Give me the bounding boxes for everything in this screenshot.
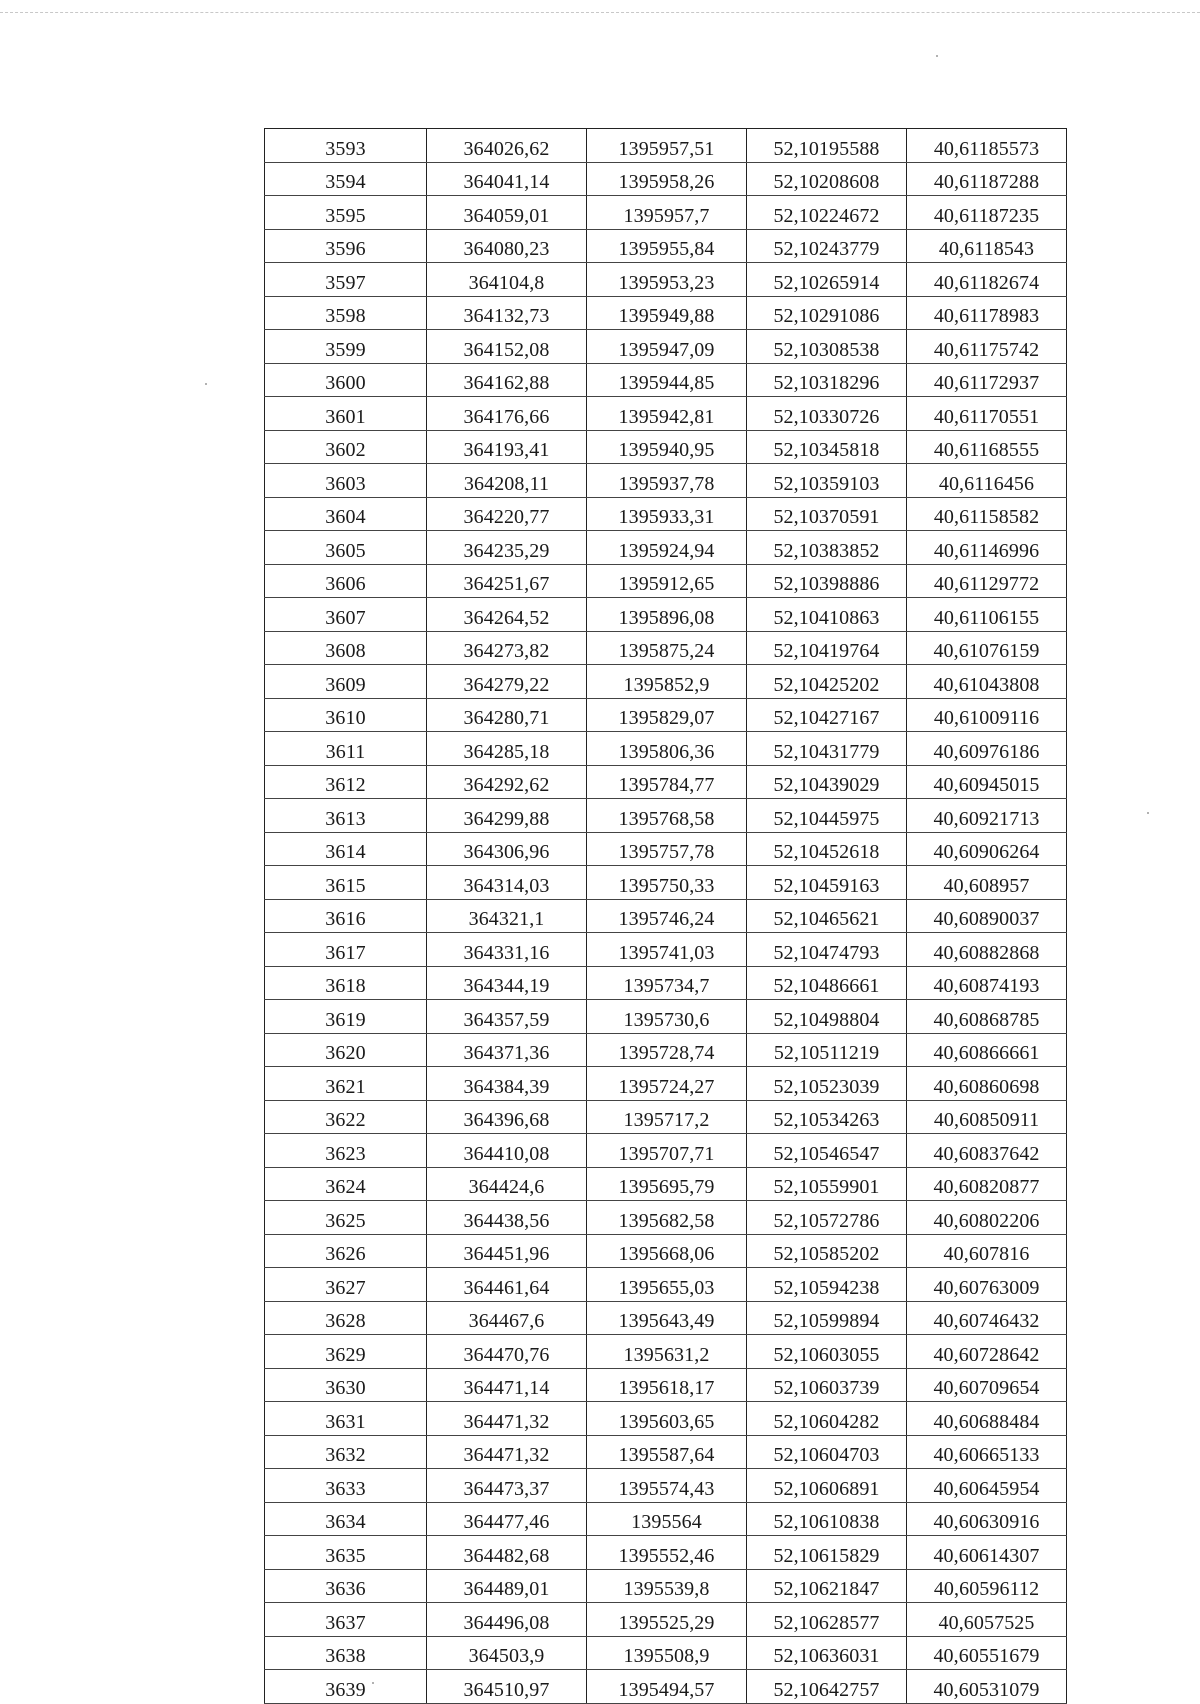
latitude-cell: 52,10599894	[747, 1301, 907, 1335]
x-coordinate-cell: 364410,08	[427, 1134, 587, 1168]
x-coordinate-cell: 364496,08	[427, 1603, 587, 1637]
y-coordinate-cell: 1395728,74	[587, 1033, 747, 1067]
x-coordinate-cell: 364396,68	[427, 1100, 587, 1134]
point-number-cell: 3617	[265, 933, 427, 967]
y-coordinate-cell: 1395655,03	[587, 1268, 747, 1302]
latitude-cell: 52,10559901	[747, 1167, 907, 1201]
y-coordinate-cell: 1395508,9	[587, 1636, 747, 1670]
point-number-cell: 3610	[265, 698, 427, 732]
x-coordinate-cell: 364152,08	[427, 330, 587, 364]
x-coordinate-cell: 364467,6	[427, 1301, 587, 1335]
table-row	[265, 1067, 1067, 1101]
point-number-cell: 3622	[265, 1100, 427, 1134]
point-number-cell: 3599	[265, 330, 427, 364]
table-row	[265, 263, 1067, 297]
longitude-cell: 40,60728642	[907, 1335, 1067, 1369]
y-coordinate-cell: 1395574,43	[587, 1469, 747, 1503]
point-number-cell: 3611	[265, 732, 427, 766]
point-number-cell: 3632	[265, 1435, 427, 1469]
point-number-cell: 3612	[265, 765, 427, 799]
x-coordinate-cell: 364384,39	[427, 1067, 587, 1101]
point-number-cell: 3637	[265, 1603, 427, 1637]
longitude-cell: 40,61187235	[907, 196, 1067, 230]
point-number-cell: 3631	[265, 1402, 427, 1436]
point-number-cell: 3595	[265, 196, 427, 230]
latitude-cell: 52,10511219	[747, 1033, 907, 1067]
point-number-cell: 3604	[265, 497, 427, 531]
longitude-cell: 40,61170551	[907, 397, 1067, 431]
longitude-cell: 40,60688484	[907, 1402, 1067, 1436]
longitude-cell: 40,60614307	[907, 1536, 1067, 1570]
x-coordinate-cell: 364080,23	[427, 229, 587, 263]
x-coordinate-cell: 364104,8	[427, 263, 587, 297]
longitude-cell: 40,60945015	[907, 765, 1067, 799]
y-coordinate-cell: 1395618,17	[587, 1368, 747, 1402]
point-number-cell: 3603	[265, 464, 427, 498]
x-coordinate-cell: 364280,71	[427, 698, 587, 732]
table-row	[265, 564, 1067, 598]
latitude-cell: 52,10291086	[747, 296, 907, 330]
table-row	[265, 1435, 1067, 1469]
x-coordinate-cell: 364059,01	[427, 196, 587, 230]
scan-speck	[205, 383, 207, 385]
longitude-cell: 40,61175742	[907, 330, 1067, 364]
scan-edge-line	[0, 12, 1200, 13]
longitude-cell: 40,61106155	[907, 598, 1067, 632]
table-row	[265, 129, 1067, 163]
x-coordinate-cell: 364503,9	[427, 1636, 587, 1670]
x-coordinate-cell: 364279,22	[427, 665, 587, 699]
latitude-cell: 52,10603739	[747, 1368, 907, 1402]
table-row	[265, 631, 1067, 665]
latitude-cell: 52,10546547	[747, 1134, 907, 1168]
y-coordinate-cell: 1395784,77	[587, 765, 747, 799]
y-coordinate-cell: 1395682,58	[587, 1201, 747, 1235]
y-coordinate-cell: 1395494,57	[587, 1670, 747, 1704]
longitude-cell: 40,6118543	[907, 229, 1067, 263]
x-coordinate-cell: 364482,68	[427, 1536, 587, 1570]
latitude-cell: 52,10425202	[747, 665, 907, 699]
point-number-cell: 3624	[265, 1167, 427, 1201]
y-coordinate-cell: 1395937,78	[587, 464, 747, 498]
x-coordinate-cell: 364461,64	[427, 1268, 587, 1302]
longitude-cell: 40,61076159	[907, 631, 1067, 665]
longitude-cell: 40,60820877	[907, 1167, 1067, 1201]
latitude-cell: 52,10359103	[747, 464, 907, 498]
latitude-cell: 52,10345818	[747, 430, 907, 464]
x-coordinate-cell: 364251,67	[427, 564, 587, 598]
latitude-cell: 52,10318296	[747, 363, 907, 397]
table-row	[265, 531, 1067, 565]
table-row	[265, 363, 1067, 397]
point-number-cell: 3601	[265, 397, 427, 431]
x-coordinate-cell: 364299,88	[427, 799, 587, 833]
table-row	[265, 899, 1067, 933]
latitude-cell: 52,10474793	[747, 933, 907, 967]
point-number-cell: 3628	[265, 1301, 427, 1335]
point-number-cell: 3638	[265, 1636, 427, 1670]
y-coordinate-cell: 1395707,71	[587, 1134, 747, 1168]
x-coordinate-cell: 364321,1	[427, 899, 587, 933]
y-coordinate-cell: 1395564	[587, 1502, 747, 1536]
point-number-cell: 3627	[265, 1268, 427, 1302]
y-coordinate-cell: 1395724,27	[587, 1067, 747, 1101]
latitude-cell: 52,10534263	[747, 1100, 907, 1134]
latitude-cell: 52,10604703	[747, 1435, 907, 1469]
y-coordinate-cell: 1395933,31	[587, 497, 747, 531]
x-coordinate-cell: 364471,32	[427, 1435, 587, 1469]
latitude-cell: 52,10572786	[747, 1201, 907, 1235]
longitude-cell: 40,60802206	[907, 1201, 1067, 1235]
table-row	[265, 598, 1067, 632]
table-row	[265, 1335, 1067, 1369]
point-number-cell: 3619	[265, 1000, 427, 1034]
latitude-cell: 52,10610838	[747, 1502, 907, 1536]
y-coordinate-cell: 1395947,09	[587, 330, 747, 364]
point-number-cell: 3625	[265, 1201, 427, 1235]
x-coordinate-cell: 364438,56	[427, 1201, 587, 1235]
table-row	[265, 933, 1067, 967]
y-coordinate-cell: 1395896,08	[587, 598, 747, 632]
y-coordinate-cell: 1395829,07	[587, 698, 747, 732]
point-number-cell: 3593	[265, 129, 427, 163]
table-row	[265, 1033, 1067, 1067]
latitude-cell: 52,10330726	[747, 397, 907, 431]
scan-speck	[936, 55, 938, 57]
point-number-cell: 3608	[265, 631, 427, 665]
table-row	[265, 397, 1067, 431]
x-coordinate-cell: 364220,77	[427, 497, 587, 531]
point-number-cell: 3618	[265, 966, 427, 1000]
point-number-cell: 3596	[265, 229, 427, 263]
longitude-cell: 40,6116456	[907, 464, 1067, 498]
latitude-cell: 52,10459163	[747, 866, 907, 900]
latitude-cell: 52,10427167	[747, 698, 907, 732]
y-coordinate-cell: 1395631,2	[587, 1335, 747, 1369]
y-coordinate-cell: 1395957,51	[587, 129, 747, 163]
y-coordinate-cell: 1395924,94	[587, 531, 747, 565]
longitude-cell: 40,61187288	[907, 162, 1067, 196]
longitude-cell: 40,60665133	[907, 1435, 1067, 1469]
point-number-cell: 3609	[265, 665, 427, 699]
longitude-cell: 40,60890037	[907, 899, 1067, 933]
point-number-cell: 3594	[265, 162, 427, 196]
y-coordinate-cell: 1395940,95	[587, 430, 747, 464]
point-number-cell: 3616	[265, 899, 427, 933]
x-coordinate-cell: 364473,37	[427, 1469, 587, 1503]
x-coordinate-cell: 364235,29	[427, 531, 587, 565]
longitude-cell: 40,61043808	[907, 665, 1067, 699]
x-coordinate-cell: 364041,14	[427, 162, 587, 196]
x-coordinate-cell: 364371,36	[427, 1033, 587, 1067]
longitude-cell: 40,60874193	[907, 966, 1067, 1000]
x-coordinate-cell: 364162,88	[427, 363, 587, 397]
longitude-cell: 40,60837642	[907, 1134, 1067, 1168]
y-coordinate-cell: 1395957,7	[587, 196, 747, 230]
point-number-cell: 3598	[265, 296, 427, 330]
latitude-cell: 52,10606891	[747, 1469, 907, 1503]
longitude-cell: 40,61182674	[907, 263, 1067, 297]
x-coordinate-cell: 364344,19	[427, 966, 587, 1000]
longitude-cell: 40,60596112	[907, 1569, 1067, 1603]
y-coordinate-cell: 1395852,9	[587, 665, 747, 699]
longitude-cell: 40,60860698	[907, 1067, 1067, 1101]
longitude-cell: 40,60645954	[907, 1469, 1067, 1503]
longitude-cell: 40,608957	[907, 866, 1067, 900]
point-number-cell: 3606	[265, 564, 427, 598]
scan-speck	[1147, 812, 1149, 814]
y-coordinate-cell: 1395695,79	[587, 1167, 747, 1201]
y-coordinate-cell: 1395525,29	[587, 1603, 747, 1637]
table-row	[265, 1368, 1067, 1402]
table-row	[265, 698, 1067, 732]
y-coordinate-cell: 1395944,85	[587, 363, 747, 397]
latitude-cell: 52,10486661	[747, 966, 907, 1000]
latitude-cell: 52,10642757	[747, 1670, 907, 1704]
table-row	[265, 1301, 1067, 1335]
x-coordinate-cell: 364176,66	[427, 397, 587, 431]
latitude-cell: 52,10224672	[747, 196, 907, 230]
table-row	[265, 799, 1067, 833]
x-coordinate-cell: 364026,62	[427, 129, 587, 163]
x-coordinate-cell: 364132,73	[427, 296, 587, 330]
y-coordinate-cell: 1395958,26	[587, 162, 747, 196]
x-coordinate-cell: 364273,82	[427, 631, 587, 665]
x-coordinate-cell: 364285,18	[427, 732, 587, 766]
point-number-cell: 3633	[265, 1469, 427, 1503]
x-coordinate-cell: 364331,16	[427, 933, 587, 967]
longitude-cell: 40,60551679	[907, 1636, 1067, 1670]
point-number-cell: 3630	[265, 1368, 427, 1402]
point-number-cell: 3600	[265, 363, 427, 397]
x-coordinate-cell: 364471,32	[427, 1402, 587, 1436]
latitude-cell: 52,10195588	[747, 129, 907, 163]
latitude-cell: 52,10445975	[747, 799, 907, 833]
x-coordinate-cell: 364306,96	[427, 832, 587, 866]
longitude-cell: 40,61158582	[907, 497, 1067, 531]
x-coordinate-cell: 364292,62	[427, 765, 587, 799]
latitude-cell: 52,10615829	[747, 1536, 907, 1570]
longitude-cell: 40,60976186	[907, 732, 1067, 766]
longitude-cell: 40,60882868	[907, 933, 1067, 967]
table-row	[265, 665, 1067, 699]
point-number-cell: 3623	[265, 1134, 427, 1168]
point-number-cell: 3626	[265, 1234, 427, 1268]
y-coordinate-cell: 1395643,49	[587, 1301, 747, 1335]
table-row	[265, 1268, 1067, 1302]
point-number-cell: 3602	[265, 430, 427, 464]
table-row	[265, 832, 1067, 866]
latitude-cell: 52,10465621	[747, 899, 907, 933]
x-coordinate-cell: 364510,97	[427, 1670, 587, 1704]
latitude-cell: 52,10383852	[747, 531, 907, 565]
longitude-cell: 40,60921713	[907, 799, 1067, 833]
longitude-cell: 40,61172937	[907, 363, 1067, 397]
x-coordinate-cell: 364451,96	[427, 1234, 587, 1268]
table-row	[265, 229, 1067, 263]
table-row	[265, 1000, 1067, 1034]
table-row	[265, 196, 1067, 230]
latitude-cell: 52,10603055	[747, 1335, 907, 1369]
y-coordinate-cell: 1395955,84	[587, 229, 747, 263]
longitude-cell: 40,607816	[907, 1234, 1067, 1268]
latitude-cell: 52,10621847	[747, 1569, 907, 1603]
point-number-cell: 3613	[265, 799, 427, 833]
x-coordinate-cell: 364357,59	[427, 1000, 587, 1034]
latitude-cell: 52,10370591	[747, 497, 907, 531]
longitude-cell: 40,61168555	[907, 430, 1067, 464]
y-coordinate-cell: 1395768,58	[587, 799, 747, 833]
latitude-cell: 52,10431779	[747, 732, 907, 766]
table-row	[265, 497, 1067, 531]
y-coordinate-cell: 1395587,64	[587, 1435, 747, 1469]
point-number-cell: 3615	[265, 866, 427, 900]
table-row	[265, 1603, 1067, 1637]
longitude-cell: 40,60746432	[907, 1301, 1067, 1335]
longitude-cell: 40,61146996	[907, 531, 1067, 565]
table-row	[265, 430, 1067, 464]
table-row	[265, 1670, 1067, 1704]
point-number-cell: 3605	[265, 531, 427, 565]
y-coordinate-cell: 1395806,36	[587, 732, 747, 766]
table-row	[265, 765, 1067, 799]
point-number-cell: 3629	[265, 1335, 427, 1369]
latitude-cell: 52,10243779	[747, 229, 907, 263]
point-number-cell: 3639	[265, 1670, 427, 1704]
latitude-cell: 52,10410863	[747, 598, 907, 632]
point-number-cell: 3597	[265, 263, 427, 297]
table-row	[265, 966, 1067, 1000]
y-coordinate-cell: 1395949,88	[587, 296, 747, 330]
y-coordinate-cell: 1395746,24	[587, 899, 747, 933]
table-row	[265, 1100, 1067, 1134]
point-number-cell: 3607	[265, 598, 427, 632]
x-coordinate-cell: 364208,11	[427, 464, 587, 498]
y-coordinate-cell: 1395552,46	[587, 1536, 747, 1570]
longitude-cell: 40,61129772	[907, 564, 1067, 598]
y-coordinate-cell: 1395717,2	[587, 1100, 747, 1134]
x-coordinate-cell: 364314,03	[427, 866, 587, 900]
y-coordinate-cell: 1395750,33	[587, 866, 747, 900]
table-row	[265, 1469, 1067, 1503]
longitude-cell: 40,6057525	[907, 1603, 1067, 1637]
x-coordinate-cell: 364264,52	[427, 598, 587, 632]
y-coordinate-cell: 1395953,23	[587, 263, 747, 297]
point-number-cell: 3620	[265, 1033, 427, 1067]
table-row	[265, 296, 1067, 330]
table-row	[265, 1569, 1067, 1603]
longitude-cell: 40,60531079	[907, 1670, 1067, 1704]
x-coordinate-cell: 364489,01	[427, 1569, 587, 1603]
latitude-cell: 52,10452618	[747, 832, 907, 866]
latitude-cell: 52,10636031	[747, 1636, 907, 1670]
longitude-cell: 40,60866661	[907, 1033, 1067, 1067]
longitude-cell: 40,60850911	[907, 1100, 1067, 1134]
latitude-cell: 52,10498804	[747, 1000, 907, 1034]
x-coordinate-cell: 364470,76	[427, 1335, 587, 1369]
longitude-cell: 40,60763009	[907, 1268, 1067, 1302]
table-row	[265, 1201, 1067, 1235]
table-row	[265, 732, 1067, 766]
coordinates-table	[264, 128, 1067, 1704]
y-coordinate-cell: 1395741,03	[587, 933, 747, 967]
longitude-cell: 40,61009116	[907, 698, 1067, 732]
x-coordinate-cell: 364193,41	[427, 430, 587, 464]
latitude-cell: 52,10439029	[747, 765, 907, 799]
y-coordinate-cell: 1395912,65	[587, 564, 747, 598]
latitude-cell: 52,10604282	[747, 1402, 907, 1436]
table-row	[265, 1134, 1067, 1168]
latitude-cell: 52,10419764	[747, 631, 907, 665]
latitude-cell: 52,10594238	[747, 1268, 907, 1302]
y-coordinate-cell: 1395603,65	[587, 1402, 747, 1436]
longitude-cell: 40,61178983	[907, 296, 1067, 330]
table-row	[265, 1636, 1067, 1670]
point-number-cell: 3621	[265, 1067, 427, 1101]
table-row	[265, 866, 1067, 900]
y-coordinate-cell: 1395734,7	[587, 966, 747, 1000]
table-row	[265, 1234, 1067, 1268]
y-coordinate-cell: 1395730,6	[587, 1000, 747, 1034]
table-row	[265, 1502, 1067, 1536]
latitude-cell: 52,10628577	[747, 1603, 907, 1637]
latitude-cell: 52,10265914	[747, 263, 907, 297]
point-number-cell: 3635	[265, 1536, 427, 1570]
point-number-cell: 3634	[265, 1502, 427, 1536]
x-coordinate-cell: 364471,14	[427, 1368, 587, 1402]
latitude-cell: 52,10208608	[747, 162, 907, 196]
y-coordinate-cell: 1395539,8	[587, 1569, 747, 1603]
table-row	[265, 1167, 1067, 1201]
latitude-cell: 52,10523039	[747, 1067, 907, 1101]
coordinates-table-body	[265, 129, 1067, 1704]
point-number-cell: 3636	[265, 1569, 427, 1603]
table-row	[265, 330, 1067, 364]
longitude-cell: 40,61185573	[907, 129, 1067, 163]
longitude-cell: 40,60630916	[907, 1502, 1067, 1536]
latitude-cell: 52,10398886	[747, 564, 907, 598]
table-row	[265, 1402, 1067, 1436]
x-coordinate-cell: 364424,6	[427, 1167, 587, 1201]
y-coordinate-cell: 1395875,24	[587, 631, 747, 665]
y-coordinate-cell: 1395757,78	[587, 832, 747, 866]
longitude-cell: 40,60709654	[907, 1368, 1067, 1402]
table-row	[265, 162, 1067, 196]
point-number-cell: 3614	[265, 832, 427, 866]
latitude-cell: 52,10585202	[747, 1234, 907, 1268]
longitude-cell: 40,60906264	[907, 832, 1067, 866]
y-coordinate-cell: 1395942,81	[587, 397, 747, 431]
latitude-cell: 52,10308538	[747, 330, 907, 364]
y-coordinate-cell: 1395668,06	[587, 1234, 747, 1268]
longitude-cell: 40,60868785	[907, 1000, 1067, 1034]
table-row	[265, 464, 1067, 498]
table-row	[265, 1536, 1067, 1570]
x-coordinate-cell: 364477,46	[427, 1502, 587, 1536]
